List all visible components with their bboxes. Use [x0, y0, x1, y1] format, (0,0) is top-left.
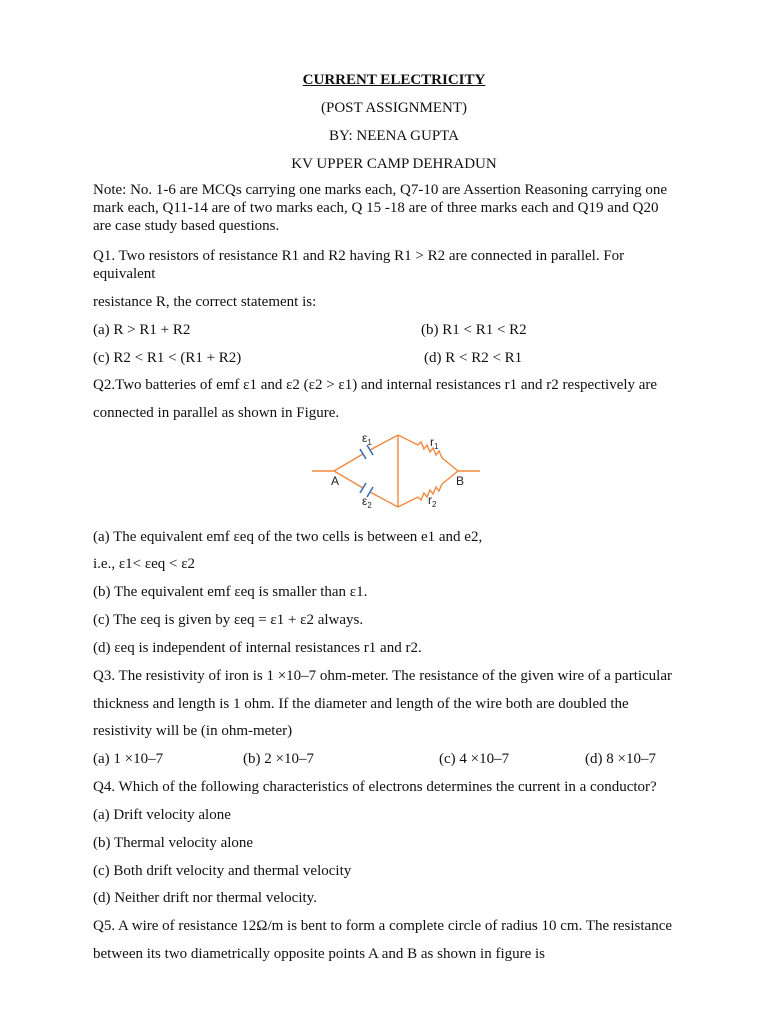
document-subtitle: (POST ASSIGNMENT) — [321, 100, 467, 116]
parallel-batteries-circuit-diagram — [310, 430, 482, 512]
q1-text: Q1. Two resistors of resistance R1 and R2 having R1 > R2 are connected in parallel. For — [93, 248, 625, 264]
note-line: are case study based questions. — [93, 218, 280, 234]
q1-text: resistance R, the correct statement is: — [93, 294, 317, 310]
q2-option-a: (a) The equivalent emf εeq of the two cells is between e1 and e2, — [93, 529, 483, 545]
q1-option-a: (a) R > R1 + R2 — [93, 322, 191, 338]
circuit-wires — [312, 435, 480, 507]
q3-text: resistivity will be (in ohm-meter) — [93, 723, 293, 739]
q1-option-b: (b) R1 < R1 < R2 — [421, 322, 527, 338]
author-line: BY: NEENA GUPTA — [329, 128, 459, 144]
instructions-note — [93, 181, 699, 235]
q3-text: thickness and length is 1 ohm. If the diameter and length of the wire both are doubled the — [93, 696, 629, 712]
battery-cells — [360, 445, 373, 497]
circuit-svg — [310, 430, 482, 512]
q2-text: connected in parallel as shown in Figure. — [93, 405, 340, 421]
q3-option-b: (b) 2 ×10–7 — [243, 751, 314, 767]
resistor-label-r2: $r_2$ — [428, 493, 437, 509]
note-line: mark each, Q11-14 are of two marks each, Q 15 -18 are of three marks each and Q19 and Q20 — [93, 200, 659, 216]
emf-label-e2: $\varepsilon_2$ — [362, 494, 372, 510]
note-line: Note: No. 1-6 are MCQs carrying one marks each, Q7-10 are Assertion Reasoning carrying one — [93, 182, 667, 198]
q2-option-b: (b) The equivalent emf εeq is smaller than ε1. — [93, 584, 368, 600]
q4-option-a: (a) Drift velocity alone — [93, 807, 231, 823]
q1-option-c: (c) R2 < R1 < (R1 + R2) — [93, 350, 242, 366]
q3-option-a: (a) 1 ×10–7 — [93, 751, 164, 767]
q2-option-d: (d) εeq is independent of internal resistances r1 and r2. — [93, 640, 422, 656]
emf-label-e1: $\varepsilon_1$ — [362, 431, 372, 447]
q2-option-a-cont: i.e., ε1< εeq < ε2 — [93, 556, 196, 572]
school-line: KV UPPER CAMP DEHRADUN — [291, 156, 497, 172]
resistor-label-r1: $r_1$ — [430, 435, 439, 451]
q3-text: Q3. The resistivity of iron is 1 ×10–7 ohm-meter. The resistance of the given wire of a particular — [93, 668, 673, 684]
node-label-a: A — [331, 474, 340, 488]
node-label-b: B — [456, 474, 465, 488]
q1-text: equivalent — [93, 266, 156, 282]
document-title: CURRENT ELECTRICITY — [302, 72, 486, 88]
q2-text: Q2.Two batteries of emf ε1 and ε2 (ε2 > ε1) and internal resistances r1 and r2 respectively are — [93, 377, 658, 393]
q5-text: Q5. A wire of resistance 12Ω/m is bent to form a complete circle of radius 10 cm. The resistance — [93, 918, 673, 934]
q3-option-d: (d) 8 ×10–7 — [585, 751, 656, 767]
q1-option-d: (d) R < R2 < R1 — [424, 350, 523, 366]
q5-text: between its two diametrically opposite points A and B as shown in figure is — [93, 946, 546, 962]
q4-option-d: (d) Neither drift nor thermal velocity. — [93, 890, 317, 906]
q4-option-b: (b) Thermal velocity alone — [93, 835, 254, 851]
q2-option-c: (c) The εeq is given by εeq = ε1 + ε2 always. — [93, 612, 364, 628]
q4-option-c: (c) Both drift velocity and thermal velocity — [93, 863, 352, 879]
q3-option-c: (c) 4 ×10–7 — [439, 751, 510, 767]
q4-text: Q4. Which of the following characteristics of electrons determines the current in a conductor? — [93, 779, 657, 795]
